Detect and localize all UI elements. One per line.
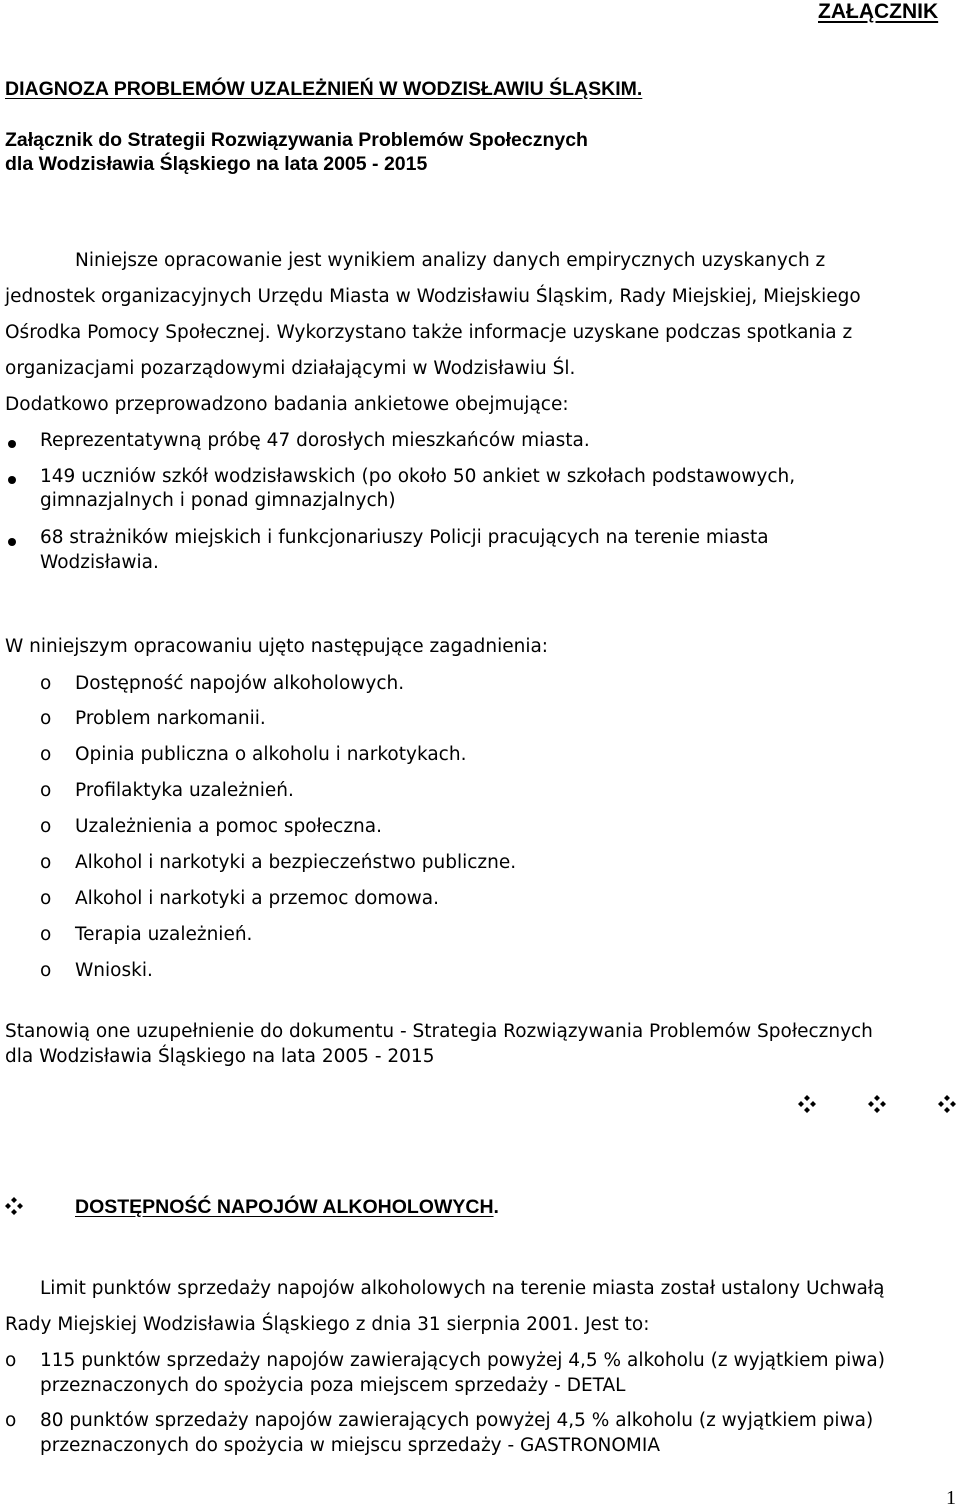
list-marker: o [40, 816, 52, 837]
list-marker: o [40, 924, 52, 945]
page-number: 1 [946, 1487, 956, 1509]
survey-item-3-line-2: Wodzisławia. [40, 552, 159, 573]
list-marker: o [40, 708, 52, 729]
survey-item-3-line-1: 68 strażników miejskich i funkcjonariuszy Policji pracujących na terenie miasta [40, 527, 769, 548]
topic-item: Terapia uzależnień. [75, 924, 253, 945]
survey-item-2-line-1: 149 uczniów szkół wodzisławskich (po około 50 ankiet w szkołach podstawowych, [40, 466, 796, 487]
section-heading-text: DOSTĘPNOŚĆ NAPOJÓW ALKOHOLOWYCH [75, 1196, 494, 1218]
diamond-ornament-icon [798, 1095, 816, 1113]
section-item-1-line-1: 115 punktów sprzedaży napojów zawierających powyżej 4,5 % alkoholu (z wyjątkiem piwa) [40, 1350, 885, 1371]
document-title: DIAGNOZA PROBLEMÓW UZALEŻNIEŃ W WODZISŁAWIU ŚLĄSKIM. [5, 78, 643, 100]
section-para-line-2: Rady Miejskiej Wodzisławia Śląskiego z dnia 31 sierpnia 2001. Jest to: [5, 1314, 650, 1335]
section-item-2-line-1: 80 punktów sprzedaży napojów zawierających powyżej 4,5 % alkoholu (z wyjątkiem piwa) [40, 1410, 874, 1431]
topic-item: Opinia publiczna o alkoholu i narkotykach. [75, 744, 467, 765]
section-heading-period: . [493, 1196, 499, 1218]
intro-line-3: Ośrodka Pomocy Społecznej. Wykorzystano także informacje uzyskane podczas spotkania z [5, 322, 853, 343]
section-item-1-line-2: przeznaczonych do spożycia poza miejscem sprzedaży - DETAL [40, 1375, 626, 1396]
list-marker: o [5, 1350, 17, 1371]
list-marker: o [5, 1410, 17, 1431]
section-item-2-line-2: przeznaczonych do spożycia w miejscu sprzedaży - GASTRONOMIA [40, 1435, 660, 1456]
intro-line-2: jednostek organizacyjnych Urzędu Miasta w Wodzisławiu Śląskim, Rady Miejskiej, Miejskiego [5, 286, 861, 307]
list-marker: o [40, 780, 52, 801]
intro-line-1: Niniejsze opracowanie jest wynikiem analizy danych empirycznych uzyskanych z [75, 250, 826, 271]
survey-item-2-line-2: gimnazjalnych i ponad gimnazjalnych) [40, 490, 396, 511]
diamond-bullet-icon [5, 1197, 23, 1215]
topic-item: Alkohol i narkotyki a bezpieczeństwo publiczne. [75, 852, 517, 873]
list-marker: o [40, 673, 52, 694]
intro-line-5: Dodatkowo przeprowadzono badania ankietowe obejmujące: [5, 394, 569, 415]
topic-item: Alkohol i narkotyki a przemoc domowa. [75, 888, 440, 909]
topics-intro: W niniejszym opracowaniu ujęto następujące zagadnienia: [5, 636, 549, 657]
section-heading [75, 1196, 499, 1219]
bullet-icon [8, 440, 16, 448]
survey-item-1: Reprezentatywną próbę 47 dorosłych mieszkańców miasta. [40, 430, 590, 451]
topic-item: Dostępność napojów alkoholowych. [75, 673, 405, 694]
list-marker: o [40, 960, 52, 981]
bullet-icon [8, 476, 16, 484]
topic-item: Problem narkomanii. [75, 708, 266, 729]
section-para-line-1: Limit punktów sprzedaży napojów alkoholowych na terenie miasta został ustalony Uchwałą [40, 1278, 885, 1299]
subtitle-line-2: dla Wodzisławia Śląskiego na lata 2005 - 2015 [5, 153, 428, 175]
closing-line-1: Stanowią one uzupełnienie do dokumentu - Strategia Rozwiązywania Problemów Społecznych [5, 1021, 873, 1042]
diamond-ornament-icon [868, 1095, 886, 1113]
topic-item: Profilaktyka uzależnień. [75, 780, 294, 801]
topic-item: Uzależnienia a pomoc społeczna. [75, 816, 382, 837]
closing-line-2: dla Wodzisławia Śląskiego na lata 2005 - 2015 [5, 1046, 435, 1067]
list-marker: o [40, 852, 52, 873]
topic-item: Wnioski. [75, 960, 153, 981]
intro-line-4: organizacjami pozarządowymi działającymi w Wodzisławiu Śl. [5, 358, 576, 379]
subtitle-line-1: Załącznik do Strategii Rozwiązywania Problemów Społecznych [5, 129, 588, 151]
attachment-label: ZAŁĄCZNIK [818, 0, 939, 23]
bullet-icon [8, 538, 16, 546]
list-marker: o [40, 888, 52, 909]
list-marker: o [40, 744, 52, 765]
diamond-ornament-icon [938, 1095, 956, 1113]
